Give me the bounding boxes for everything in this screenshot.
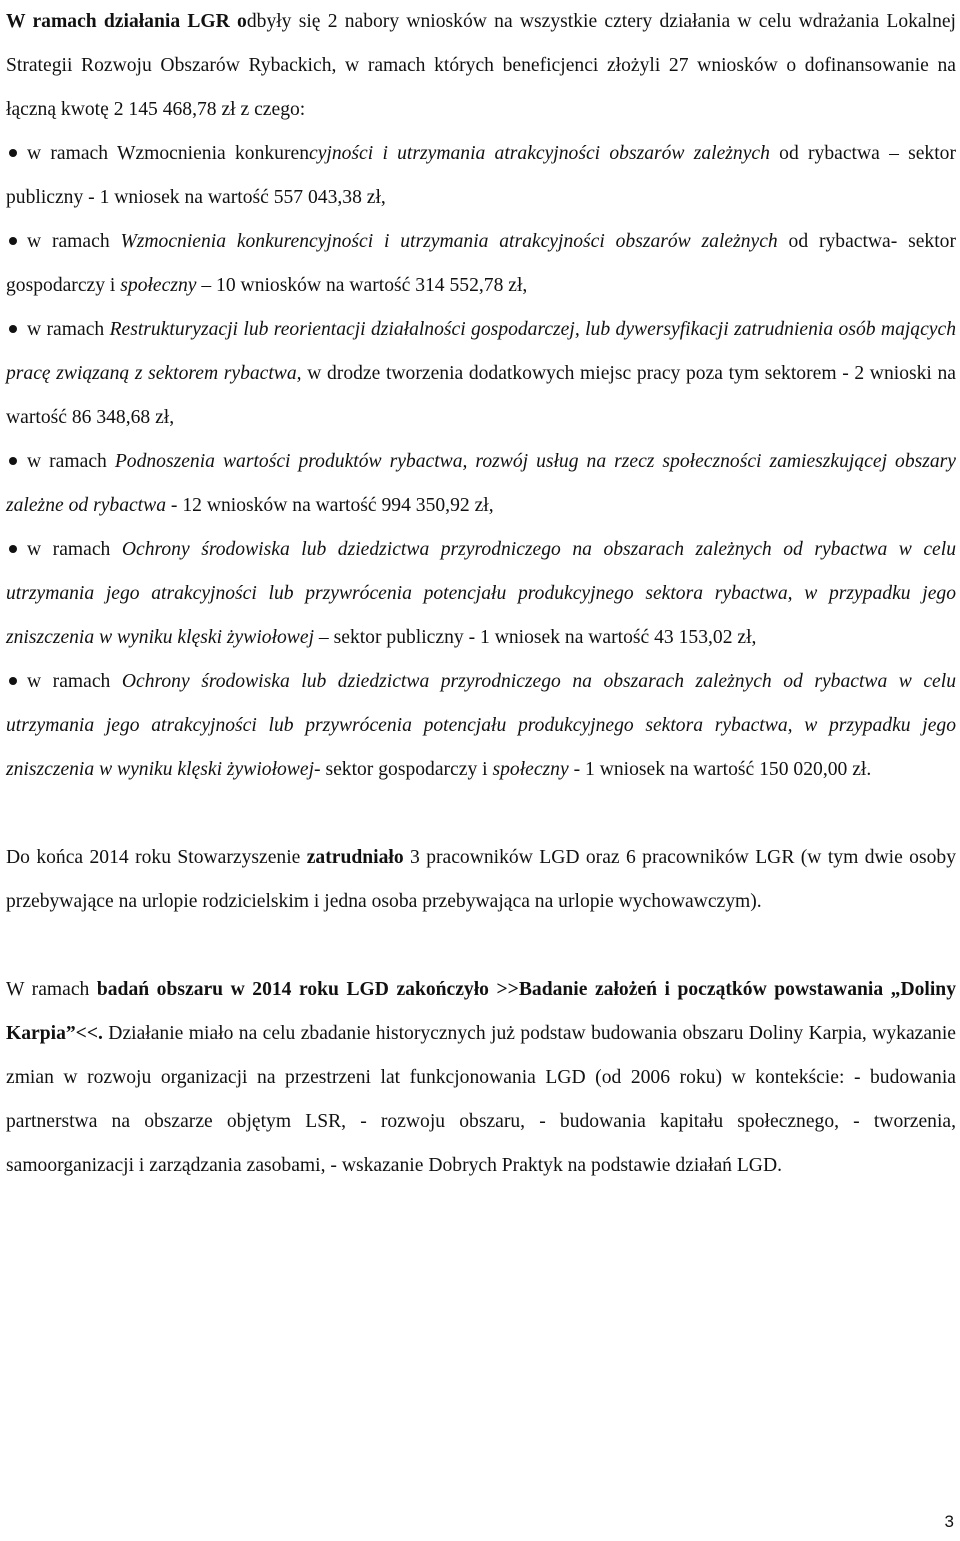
employment-paragraph [6,836,956,924]
bullet-icon [9,237,17,245]
bullet-icon [9,545,17,553]
bullet-italic: Podnoszenia wartości produktów rybactwa, rozwój usług na rzecz społeczności zamieszkującej obszary zależne od rybactwa [6,451,956,516]
bullet-text: od rybactwa – sektor publiczny - 1 wniosek na wartość 557 043,38 zł, [6,143,956,208]
research-bold: badań obszaru w 2014 roku LGD zakończyło >>Badanie założeń i początków powstawania „Doliny Karpia”<<. [6,979,956,1044]
bullet-text: w ramach [27,231,121,252]
bullet-text: - 12 wniosków na wartość 994 350,92 zł, [166,495,494,516]
research-paragraph [6,968,956,1188]
page-number: 3 [944,1512,954,1531]
research-text: Działanie miało na celu zbadanie historycznych już podstaw budowania obszaru Doliny Karpia, wykazanie zmian w rozwoju organizacji na przestrzeni lat funkcjonowania LGD (od 2006 roku) w kontekście: - budowania partnerstwa na obszarze objętym LSR, - rozwoju obszaru, - budowania kapitału społecznego, - tworzenia, samoorganizacji i zarządzania zasobami, - wskazanie Dobrych Praktyk na podstawie działań LGD. [6,1023,956,1176]
bullet-text: w ramach [27,671,122,692]
list-item [6,528,956,660]
bullet-italic: społeczny [492,759,569,780]
bullet-text: - 1 wniosek na wartość 150 020,00 zł. [568,759,872,780]
bullet-text: w ramach [27,319,110,340]
bullet-italic: Ochrony środowiska lub dziedzictwa przyrodniczego na obszarach zależnych od rybactwa w celu utrzymania jego atrakcyjności lub przywrócenia potencjału produkcyjnego sektora rybactwa, w przypadku jego zniszczenia w wyniku klęski żywiołowej- [6,671,956,780]
spacer [6,924,956,968]
bullet-icon [9,325,17,333]
bullet-icon [9,149,17,157]
bullet-italic: cyjności i utrzymania atrakcyjności obszarów zależnych [309,143,770,164]
list-item [6,132,956,220]
list-item [6,308,956,440]
bullet-text: sektor gospodarczy i [320,759,493,780]
bullet-text: w ramach [27,539,122,560]
bullet-text: w drodze tworzenia dodatkowych miejsc pracy poza tym sektorem - 2 wnioski na wartość 86 348,68 zł, [6,363,956,428]
intro-bold: W ramach działania LGR o [6,11,247,32]
list-item [6,220,956,308]
list-item [6,660,956,792]
employment-text: Do końca 2014 roku Stowarzyszenie [6,847,307,868]
research-text: W ramach [6,979,97,1000]
bullet-icon [9,677,17,685]
bullet-text: w ramach [27,451,115,472]
bullet-icon [9,457,17,465]
bullet-italic: Restrukturyzacji lub reorientacji działalności gospodarczej, lub dywersyfikacji zatrudnienia osób mających pracę związaną z sektorem rybactwa, [6,319,956,384]
list-item [6,440,956,528]
intro-paragraph [6,0,956,132]
employment-text: 3 pracowników LGD oraz 6 pracowników LGR (w tym dwie osoby przebywające na urlopie rodzicielskim i jedna osoba przebywająca na urlopie wychowawczym). [6,847,956,912]
bullet-italic: społeczny [120,275,197,296]
bullet-italic: Wzmocnienia konkurencyjności i utrzymania atrakcyjności obszarów zależnych [120,231,778,252]
bullet-text: – sektor publiczny - 1 wniosek na wartość 43 153,02 zł, [314,627,757,648]
bullet-text: od rybactwa- sektor gospodarczy i [6,231,956,296]
document-page [6,0,956,1188]
intro-text: dbyły się 2 nabory wniosków na wszystkie cztery działania w celu wdrażania Lokalnej Strategii Rozwoju Obszarów Rybackich, w ramach których beneficjenci złożyli 27 wniosków o dofinansowanie na łączną kwotę 2 145 468,78 zł z czego: [6,11,957,120]
employment-bold: zatrudniało [306,847,404,868]
spacer [6,792,956,836]
bullet-text: w ramach Wzmocnienia konkuren [27,143,309,164]
bullet-text: – 10 wniosków na wartość 314 552,78 zł, [196,275,528,296]
bullet-italic: Ochrony środowiska lub dziedzictwa przyrodniczego na obszarach zależnych od rybactwa w celu utrzymania jego atrakcyjności lub przywrócenia potencjału produkcyjnego sektora rybactwa, w przypadku jego zniszczenia w wyniku klęski żywiołowej [6,539,956,648]
